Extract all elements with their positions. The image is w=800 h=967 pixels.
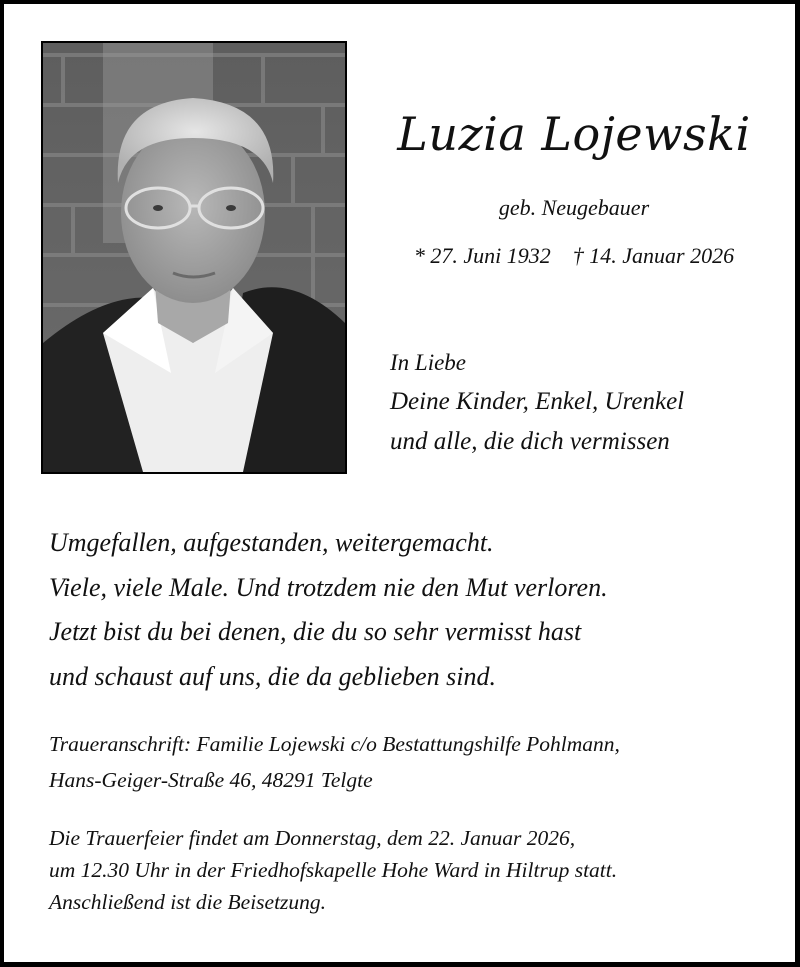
poem-line: und schaust auf uns, die da geblieben sind. — [49, 661, 497, 691]
birth-date: * 27. Juni 1932 — [413, 243, 551, 268]
address-line: Hans-Geiger-Straße 46, 48291 Telgte — [49, 768, 373, 792]
poem-line: Viele, viele Male. Und trotzdem nie den Mut verloren. — [49, 572, 608, 602]
poem-line: Umgefallen, aufgestanden, weitergemacht. — [49, 528, 494, 557]
family-line: und alle, die dich vermissen — [390, 428, 670, 455]
life-dates — [374, 243, 774, 269]
address-line: Traueranschrift: Familie Lojewski c/o Bestattungshilfe Pohlmann, — [49, 732, 620, 756]
family-signature — [390, 344, 790, 462]
service-line: Die Trauerfeier findet am Donnerstag, dem 22. Januar 2026, — [49, 826, 576, 850]
birth-name: geb. Neugebauer — [498, 195, 650, 220]
poem-line: Jetzt bist du bei denen, die du so sehr vermisst hast — [49, 617, 582, 646]
memorial-poem — [49, 521, 769, 699]
death-date: † 14. Januar 2026 — [572, 243, 735, 268]
service-line: Anschließend ist die Beisetzung. — [49, 890, 327, 914]
portrait-photo — [41, 41, 347, 474]
mourning-address — [49, 726, 779, 798]
funeral-service-info — [49, 822, 789, 918]
service-line: um 12.30 Uhr in der Friedhofskapelle Hohe Ward in Hiltrup statt. — [49, 858, 618, 882]
deceased-name: Luzia Lojewski — [397, 107, 751, 161]
family-line: Deine Kinder, Enkel, Urenkel — [390, 388, 685, 415]
portrait-photo-icon — [43, 43, 345, 472]
family-intro: In Liebe — [390, 350, 467, 375]
